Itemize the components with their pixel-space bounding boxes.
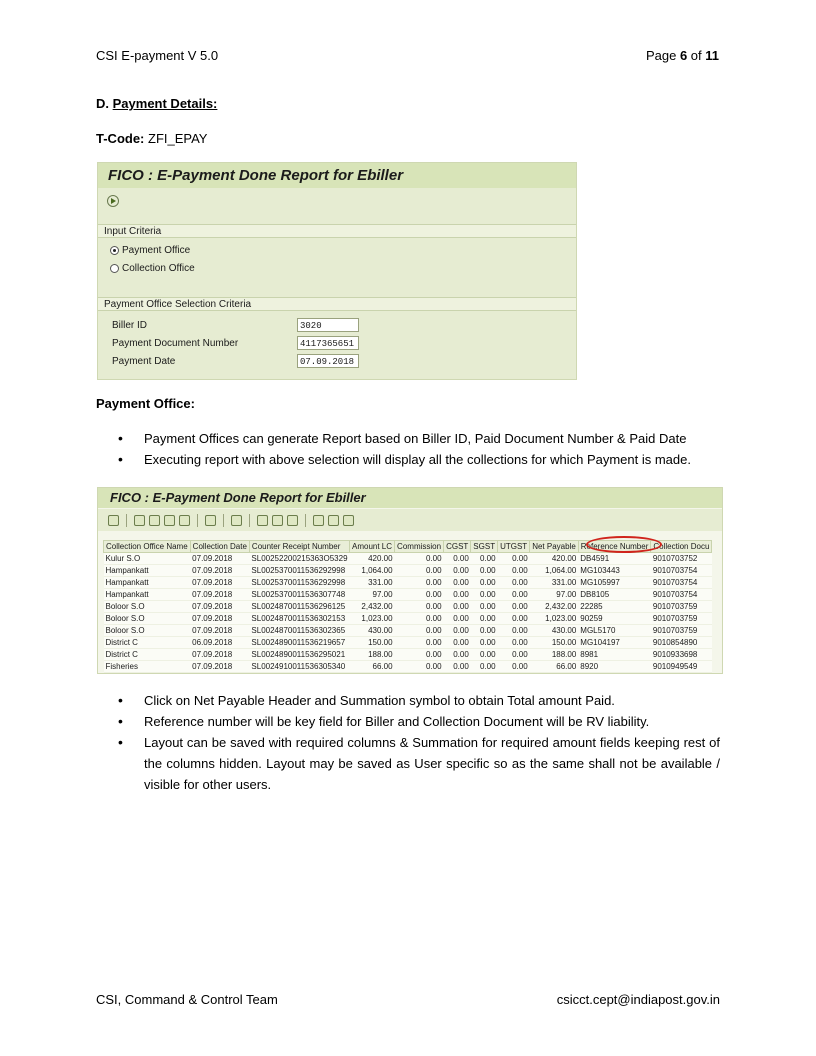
- toolbar-separator: [305, 514, 306, 527]
- table-cell: Boloor S.O: [104, 601, 191, 613]
- table-cell: 0.00: [498, 565, 530, 577]
- table-cell: District C: [104, 637, 191, 649]
- table-cell: 0.00: [395, 613, 444, 625]
- table-cell: 331.00: [530, 577, 579, 589]
- summation-icon[interactable]: [179, 515, 190, 526]
- table-cell: SL00252200215363O5329: [251, 554, 348, 563]
- table-cell: 0.00: [471, 613, 498, 625]
- toolbar-separator: [126, 514, 127, 527]
- table-cell: 0.00: [395, 553, 444, 565]
- table-cell: SL0024890011536295021: [249, 649, 349, 661]
- table-cell: Kulur S.O: [104, 553, 191, 565]
- table-row[interactable]: [104, 553, 712, 565]
- selection-criteria-group: Payment Office Selection Criteria: [98, 297, 576, 311]
- column-header[interactable]: Collection Office Name: [104, 541, 191, 553]
- table-cell: MG103443: [578, 565, 651, 577]
- table-cell: Boloor S.O: [104, 625, 191, 637]
- table-cell: 07.09.2018: [190, 601, 249, 613]
- table-cell: 0.00: [444, 649, 471, 661]
- table-cell: 0.00: [395, 565, 444, 577]
- column-header[interactable]: Amount LC: [350, 541, 395, 553]
- report-table: [103, 540, 712, 673]
- table-cell: 07.09.2018: [190, 589, 249, 601]
- table-cell: 0.00: [498, 553, 530, 565]
- radio-collection-office-label: Collection Office: [122, 263, 195, 274]
- table-cell: 0.00: [498, 625, 530, 637]
- table-cell: 97.00: [350, 589, 395, 601]
- page-number: [646, 48, 719, 63]
- table-cell: SL0024870011536302153: [249, 613, 349, 625]
- sap-report-title: FICO : E-Payment Done Report for Ebiller: [98, 488, 722, 508]
- layout-save-icon[interactable]: [328, 515, 339, 526]
- table-cell: 9010933698: [651, 649, 712, 661]
- table-cell: 0.00: [471, 637, 498, 649]
- table-cell: 07.09.2018: [190, 649, 249, 661]
- table-cell: 430.00: [350, 625, 395, 637]
- layout-select-icon[interactable]: [272, 515, 283, 526]
- table-cell: 0.00: [498, 661, 530, 673]
- payment-doc-row: [98, 335, 576, 353]
- table-cell: 1,064.00: [350, 565, 395, 577]
- table-row[interactable]: [104, 649, 712, 661]
- table-cell: 0.00: [498, 589, 530, 601]
- list-item: • Layout can be saved with required columns & Summation for required amount fields keeping rest of the columns hidden. Layout may be saved as User specific so as the same shall not be available / visible for other users.: [96, 732, 720, 795]
- table-cell: 188.00: [350, 649, 395, 661]
- tcode-value: ZFI_EPAY: [144, 131, 208, 146]
- table-row[interactable]: [104, 577, 712, 589]
- table-cell: 0.00: [498, 649, 530, 661]
- table-cell: 0.00: [395, 625, 444, 637]
- table-cell: 0.00: [471, 601, 498, 613]
- list-item: • Payment Offices can generate Report based on Biller ID, Paid Document Number & Paid Date: [96, 428, 736, 449]
- sap-selection-screen: [97, 162, 577, 380]
- section-letter: D.: [96, 96, 113, 111]
- footer-team: CSI, Command & Control Team: [96, 992, 278, 1007]
- toolbar-separator: [249, 514, 250, 527]
- table-cell: 420.00: [530, 553, 579, 565]
- table-cell: 0.00: [444, 637, 471, 649]
- column-header[interactable]: UTGST: [498, 541, 530, 553]
- radio-unselected-icon[interactable]: [110, 264, 119, 273]
- table-cell: 0.00: [395, 601, 444, 613]
- table-cell: MG105997: [578, 577, 651, 589]
- payment-doc-input[interactable]: 4117365651: [297, 336, 359, 350]
- table-cell: 07.09.2018: [190, 661, 249, 673]
- column-header[interactable]: Net Payable: [530, 541, 579, 553]
- table-cell: 0.00: [444, 601, 471, 613]
- table-cell: 150.00: [350, 637, 395, 649]
- details-icon[interactable]: [108, 515, 119, 526]
- table-cell: 0.00: [395, 661, 444, 673]
- table-cell: 66.00: [530, 661, 579, 673]
- table-cell: 0.00: [471, 661, 498, 673]
- table-cell: 430.00: [530, 625, 579, 637]
- table-cell: 07.09.2018: [190, 553, 249, 565]
- payment-office-heading: Payment Office:: [96, 396, 195, 411]
- table-row[interactable]: [104, 613, 712, 625]
- table-cell: 9010703759: [651, 601, 712, 613]
- table-cell: 0.00: [471, 565, 498, 577]
- table-row[interactable]: [104, 661, 712, 673]
- table-cell: 0.00: [498, 577, 530, 589]
- column-header[interactable]: Collection Docu: [651, 541, 712, 553]
- table-cell: 150.00: [530, 637, 579, 649]
- table-cell: 0.00: [498, 613, 530, 625]
- table-cell: SL0025370011536307748: [249, 589, 349, 601]
- table-cell: 9010703759: [651, 625, 712, 637]
- table-cell: 9010703754: [651, 565, 712, 577]
- table-row[interactable]: [104, 589, 712, 601]
- reference-number-highlight: [586, 536, 662, 553]
- graphic-icon[interactable]: [287, 515, 298, 526]
- grid-icon[interactable]: [313, 515, 324, 526]
- table-cell: 0.00: [444, 613, 471, 625]
- table-cell: 0.00: [498, 637, 530, 649]
- table-cell: 07.09.2018: [190, 577, 249, 589]
- table-row[interactable]: [104, 637, 712, 649]
- table-cell: SL0025370011536292998: [249, 577, 349, 589]
- table-cell: 9010703759: [651, 613, 712, 625]
- table-cell: 22285: [578, 601, 651, 613]
- sort-ascending-icon[interactable]: [134, 515, 145, 526]
- bullet-list-1: [96, 428, 736, 470]
- table-cell: 420.00: [350, 553, 395, 565]
- table-cell: 9010703752: [651, 553, 712, 565]
- table-cell: 2,432.00: [350, 601, 395, 613]
- payment-doc-label: Payment Document Number: [112, 338, 239, 349]
- table-cell: 9010703754: [651, 589, 712, 601]
- table-body: [104, 553, 712, 673]
- table-cell: 1,023.00: [350, 613, 395, 625]
- radio-selected-icon[interactable]: [110, 246, 119, 255]
- table-cell: 1,064.00: [530, 565, 579, 577]
- table-cell: 188.00: [530, 649, 579, 661]
- payment-date-row: [98, 353, 576, 371]
- column-header[interactable]: CGST: [444, 541, 471, 553]
- column-header[interactable]: Collection Date: [190, 541, 249, 553]
- tcode-line: [96, 131, 207, 146]
- table-cell: 0.00: [444, 565, 471, 577]
- toolbar-separator: [197, 514, 198, 527]
- table-cell: 9010949549: [651, 661, 712, 673]
- table-cell: 90259: [578, 613, 651, 625]
- table-cell: DB4591: [578, 553, 651, 565]
- table-cell: 0.00: [444, 589, 471, 601]
- table-cell: 0.00: [471, 625, 498, 637]
- input-criteria-group: Input Criteria: [98, 224, 576, 238]
- table-cell: SL0024870011536296125: [249, 601, 349, 613]
- table-cell: 97.00: [530, 589, 579, 601]
- footer-email: csicct.cept@indiapost.gov.in: [556, 992, 720, 1007]
- page-prefix: Page: [645, 48, 680, 63]
- radio-collection-office[interactable]: [110, 263, 195, 274]
- table-cell: 0.00: [444, 625, 471, 637]
- table-cell: 0.00: [444, 577, 471, 589]
- table-row[interactable]: [104, 625, 712, 637]
- table-cell: 9010703754: [651, 577, 712, 589]
- table-cell: DB8105: [578, 589, 651, 601]
- table-cell: 0.00: [471, 589, 498, 601]
- column-header[interactable]: Counter Receipt Number: [249, 541, 349, 553]
- table-cell: MGL5170: [578, 625, 651, 637]
- biller-id-row: [98, 317, 576, 335]
- table-cell: SL0025370011536292998: [249, 565, 349, 577]
- table-cell: SL0024890011536219657: [249, 637, 349, 649]
- table-cell: 0.00: [444, 553, 471, 565]
- table-cell: 0.00: [471, 553, 498, 565]
- table-cell: 8981: [578, 649, 651, 661]
- table-cell: SL0024870011536302365: [249, 625, 349, 637]
- export-icon[interactable]: [231, 515, 242, 526]
- tcode-label: T-Code:: [96, 131, 145, 146]
- table-cell: Boloor S.O: [104, 613, 191, 625]
- sap-report-screen: [97, 487, 723, 674]
- table-cell: 06.09.2018: [190, 637, 249, 649]
- table-cell: 0.00: [471, 649, 498, 661]
- radio-payment-office[interactable]: [110, 245, 190, 256]
- table-cell: 331.00: [350, 577, 395, 589]
- column-header[interactable]: Reference Number: [578, 541, 651, 553]
- list-item: • Reference number will be key field for Biller and Collection Document will be RV liability.: [96, 711, 720, 732]
- execute-icon[interactable]: [107, 195, 119, 207]
- report-toolbar: [98, 509, 722, 531]
- table-cell: 0.00: [444, 661, 471, 673]
- page-of: of: [687, 48, 706, 63]
- doc-header-title: CSI E-payment V 5.0: [96, 48, 219, 63]
- table-cell: Hampankatt: [104, 565, 191, 577]
- filter-icon[interactable]: [164, 515, 175, 526]
- table-cell: Hampankatt: [104, 589, 191, 601]
- layout-change-icon[interactable]: [257, 515, 268, 526]
- table-cell: 07.09.2018: [190, 613, 249, 625]
- toolbar-separator: [223, 514, 224, 527]
- table-cell: 0.00: [395, 649, 444, 661]
- page-current: 6: [679, 48, 688, 63]
- info-icon[interactable]: [343, 515, 354, 526]
- table-cell: 9010854890: [651, 637, 712, 649]
- page-total: 11: [705, 48, 719, 63]
- table-cell: 66.00: [350, 661, 395, 673]
- radio-payment-office-label: Payment Office: [122, 245, 191, 256]
- table-cell: SL0024910011536305340: [249, 661, 349, 673]
- section-title: [96, 96, 217, 111]
- table-cell: 2,432.00: [530, 601, 579, 613]
- print-preview-icon[interactable]: [205, 515, 216, 526]
- biller-id-label: Biller ID: [112, 320, 148, 331]
- table-cell: 0.00: [395, 589, 444, 601]
- table-row[interactable]: [104, 601, 712, 613]
- list-item: • Click on Net Payable Header and Summation symbol to obtain Total amount Paid.: [96, 690, 720, 711]
- table-cell: 1,023.00: [530, 613, 579, 625]
- table-cell: 8920: [578, 661, 651, 673]
- payment-date-input[interactable]: 07.09.2018: [297, 354, 359, 368]
- biller-id-input[interactable]: 3020: [297, 318, 359, 332]
- table-cell: 0.00: [395, 577, 444, 589]
- table-row[interactable]: [104, 565, 712, 577]
- table-cell: 07.09.2018: [190, 625, 249, 637]
- bullet-list-2: [96, 690, 720, 795]
- table-cell: Fisheries: [104, 661, 191, 673]
- sap-screen-title: FICO : E-Payment Done Report for Ebiller: [98, 163, 576, 188]
- column-header[interactable]: SGST: [471, 541, 498, 553]
- table-cell: 0.00: [471, 577, 498, 589]
- payment-date-label: Payment Date: [112, 356, 176, 367]
- sort-descending-icon[interactable]: [149, 515, 160, 526]
- table-cell: 0.00: [498, 601, 530, 613]
- list-item: • Executing report with above selection will display all the collections for which Payment is made.: [96, 449, 736, 470]
- column-header[interactable]: Commission: [395, 541, 444, 553]
- section-title-text: Payment Details:: [112, 96, 218, 111]
- table-cell: 0.00: [395, 637, 444, 649]
- table-cell: 07.09.2018: [190, 565, 249, 577]
- table-cell: District C: [104, 649, 191, 661]
- table-cell: Hampankatt: [104, 577, 191, 589]
- table-cell: MG104197: [578, 637, 651, 649]
